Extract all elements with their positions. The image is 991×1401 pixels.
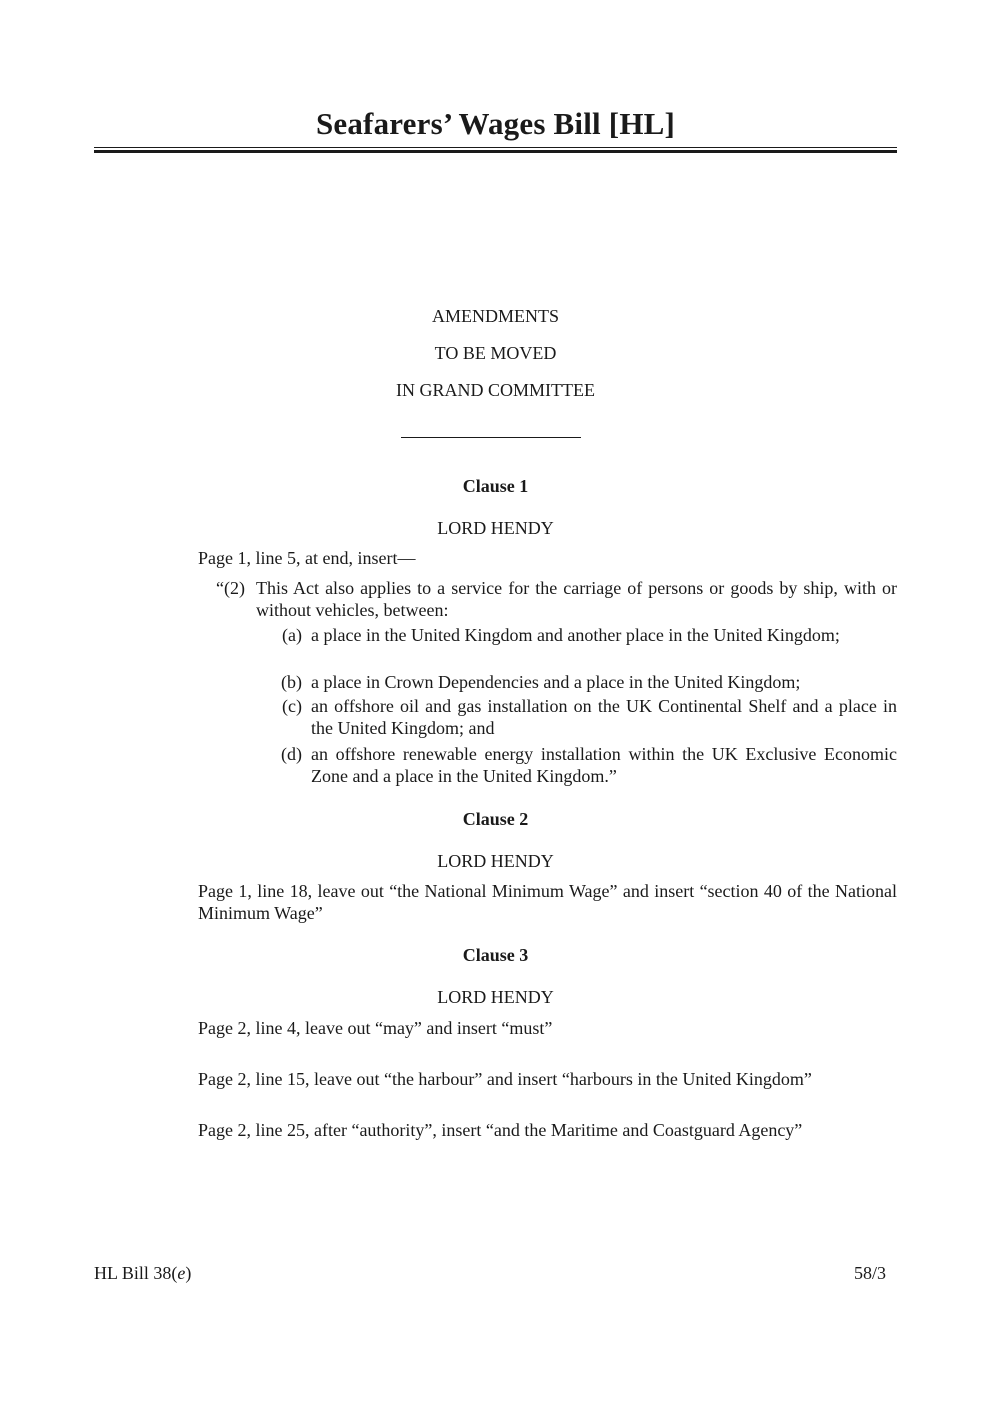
clause-heading: Clause 2 (462, 809, 529, 829)
subsection-text: This Act also applies to a service for the carriage of persons or goods by ship, with or without vehicles, between: (256, 578, 897, 620)
heading-line-2: TO BE MOVED (434, 343, 557, 363)
heading-line-3: IN GRAND COMMITTEE (396, 380, 595, 400)
item-text: a place in Crown Dependencies and a place in the United Kingdom; (311, 672, 801, 692)
subsection-label: “(2) (216, 578, 245, 598)
item-label: (d) (281, 744, 302, 764)
title-rule-thick (94, 150, 897, 153)
mover-name: LORD HENDY (437, 518, 554, 538)
bill-ref-edition: e (177, 1263, 186, 1283)
clause-heading: Clause 1 (462, 476, 529, 496)
heading-line-1: AMENDMENTS (431, 306, 559, 326)
amendment-instruction: Page 2, line 15, leave out “the harbour” and insert “harbours in the United Kingdom” (198, 1069, 812, 1089)
item-text: an offshore renewable energy installation within the UK Exclusive Economic Zone and a place in the United Kingdom.” (311, 744, 897, 786)
clause-heading: Clause 3 (462, 945, 529, 965)
item-label: (b) (281, 672, 302, 692)
title-rule-thin (94, 147, 897, 148)
heading-divider (401, 437, 581, 438)
bill-ref-suffix: ) (185, 1263, 192, 1283)
item-text: a place in the United Kingdom and another place in the United Kingdom; (311, 625, 840, 645)
item-label: (c) (282, 696, 302, 716)
bill-reference (94, 1263, 191, 1284)
item-text: an offshore oil and gas installation on the UK Continental Shelf and a place in the United Kingdom; and (311, 696, 897, 738)
item-label: (a) (282, 625, 302, 645)
amendment-instruction: Page 1, line 18, leave out “the National Minimum Wage” and insert “section 40 of the National Minimum Wage” (198, 881, 897, 923)
mover-name: LORD HENDY (437, 987, 554, 1007)
mover-name: LORD HENDY (437, 851, 554, 871)
page-reference: 58/3 (853, 1263, 886, 1283)
bill-ref-prefix: HL Bill 38( (94, 1263, 178, 1283)
document-title: Seafarers’ Wages Bill [HL] (315, 106, 676, 141)
amendment-instruction: Page 2, line 25, after “authority”, insert “and the Maritime and Coastguard Agency” (198, 1120, 803, 1140)
amendment-instruction: Page 1, line 5, at end, insert— (198, 548, 416, 568)
amendment-instruction: Page 2, line 4, leave out “may” and insert “must” (198, 1018, 553, 1038)
